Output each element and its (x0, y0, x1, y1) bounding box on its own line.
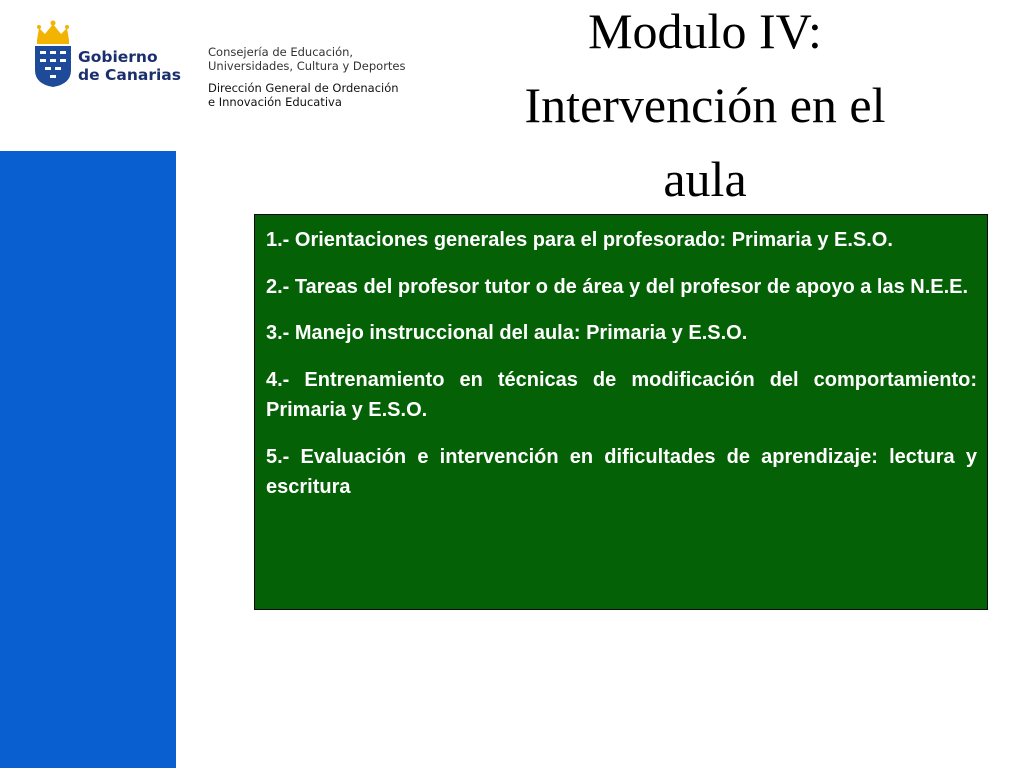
list-item: 2.- Tareas del profesor tutor o de área y del profesor de apoyo a las N.E.E. (266, 275, 969, 298)
list-item: 5.- Evaluación e intervención en dificultades de aprendizaje: lectura y escritura (266, 445, 977, 498)
slide-title (440, 0, 970, 216)
slide-title-line3: aula (663, 151, 747, 207)
department-line2: Universidades, Cultura y Deportes (208, 58, 406, 73)
header-logo (30, 18, 430, 109)
government-name (78, 48, 181, 84)
coat-of-arms-icon (30, 18, 76, 88)
government-name-line2: de Canarias (78, 66, 181, 84)
module-contents-list (266, 225, 977, 503)
department-line4: e Innovación Educativa (208, 94, 342, 109)
slide-title-line2: Intervención en el (524, 77, 886, 133)
government-name-line1: Gobierno (78, 48, 158, 66)
slide-title-line1: Modulo IV: (588, 3, 822, 59)
directorate-name (208, 82, 438, 109)
module-contents-box (254, 214, 988, 610)
department-line1: Consejería de Educación, (208, 45, 354, 59)
list-item: 1.- Orientaciones generales para el profesorado: Primaria y E.S.O. (266, 229, 893, 251)
department-line3: Dirección General de Ordenación (208, 81, 399, 95)
department-name (208, 46, 438, 73)
side-accent-bar (0, 151, 176, 768)
list-item: 3.- Manejo instruccional del aula: Primaria y E.S.O. (266, 322, 748, 344)
list-item: 4.- Entrenamiento en técnicas de modificación del comportamiento: Primaria y E.S.O. (266, 368, 977, 421)
